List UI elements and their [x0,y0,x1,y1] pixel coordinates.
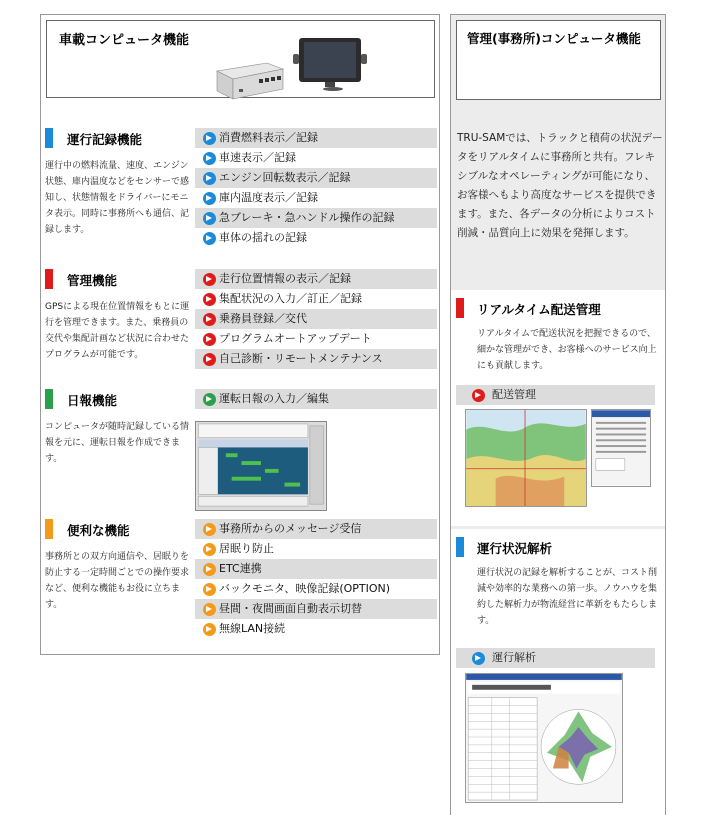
section-color-bar [456,298,464,318]
vehicle-computer-panel [40,14,440,655]
feature-item: 無線LAN接続 [195,619,437,639]
section-color-bar [45,128,53,148]
feature-list [195,519,437,639]
feature-item: 車体の揺れの記録 [195,228,437,248]
feature-item: 乗務員登録／交代 [195,309,437,329]
delivery-status-window [591,409,651,487]
section-title: 管理機能 [67,273,118,288]
feature-item: バックモニタ、映像記録(OPTION) [195,579,437,599]
arrow-circle-icon [203,563,216,576]
feature-item: エンジン回転数表示／記録 [195,168,437,188]
feature-item: 運転日報の入力／編集 [195,389,437,409]
feature-list [195,269,437,369]
section-title: 運行状況解析 [477,541,553,556]
arrow-circle-icon [203,523,216,536]
arrow-circle-icon [203,212,216,225]
feature-item: 自己診断・リモートメンテナンス [195,349,437,369]
feature-item: 事務所からのメッセージ受信 [195,519,437,539]
section-title: 便利な機能 [67,523,130,538]
consulting-sheet-screenshot [465,673,623,803]
arrow-circle-icon [203,393,216,406]
arrow-circle-icon [203,583,216,596]
feature-item: 走行位置情報の表示／記録 [195,269,437,289]
feature-item: 集配状況の入力／訂正／記録 [195,289,437,309]
feature-item: 消費燃料表示／記録 [195,128,437,148]
feature-item: 急ブレーキ・急ハンドル操作の記録 [195,208,437,228]
display-monitor-image [289,36,369,91]
section-description: GPSによる現在位置情報をもとに運行を管理できます。また、乗務員の交代や集配計画など状況に合わせたプログラムが可能です。 [45,302,190,360]
section-description: コンピュータが随時記録している情報を元に、運転日報を作成できます。 [45,422,190,464]
feature-item: 車速表示／記録 [195,148,437,168]
office-computer-panel [450,14,666,815]
office-intro-text: TRU-SAMでは、トラックと積荷の状況データをリアルタイムに事務所と共有。フレキシブルなオペレーティングが可能になり、お客様へもより高度なサービスを提供できます。また、各データの分析によりコスト削減・品質向上に効果を発揮します。 [457,132,663,239]
feature-list [195,128,437,248]
section-title: 運行記録機能 [67,132,143,147]
operation-analysis-section [451,529,665,815]
section-color-bar [45,389,53,409]
section-color-bar [45,519,53,539]
feature-item: ETC連携 [195,559,437,579]
feature-item: 昼間・夜間画面自動表示切替 [195,599,437,619]
vehicle-computer-title: 車載コンピュータ機能 [59,33,190,48]
section-color-bar [456,537,464,557]
arrow-circle-icon [203,273,216,286]
section-description: 運行状況の記録を解析することが、コスト削減や効率的な業務への第一歩。ノウハウを集約した解析力が物流経営に革新をもたらします。 [477,568,658,626]
arrow-circle-icon [203,623,216,636]
feature-item: プログラムオートアップデート [195,329,437,349]
feature-item: 居眠り防止 [195,539,437,559]
arrow-circle-icon [203,192,216,205]
arrow-circle-icon [203,293,216,306]
section-color-bar [45,269,53,289]
delivery-map-image [465,409,587,507]
arrow-circle-icon [203,543,216,556]
office-computer-header [456,20,661,100]
arrow-circle-icon [203,232,216,245]
onboard-unit-image [215,61,285,101]
feature-list [195,389,437,409]
arrow-circle-icon [203,333,216,346]
section-description: 運行中の燃料流量、速度、エンジン状態、庫内温度などをセンサーで感知し、状態情報をドライバーにモニタ表示。同時に事務所へも通信、記録します。 [45,161,190,235]
section-title: リアルタイム配送管理 [477,302,601,317]
arrow-circle-icon [203,353,216,366]
arrow-circle-icon [472,652,485,665]
realtime-delivery-section [451,290,665,526]
arrow-circle-icon [203,313,216,326]
section-description: リアルタイムで配送状況を把握できるので、細かな管理ができ、お客様へのサービス向上にも貢献します。 [477,329,657,371]
delivery-management-label: 配送管理 [456,385,655,405]
vehicle-computer-header [46,20,435,98]
daily-report-screenshot [195,421,327,511]
office-computer-title: 管理(事務所)コンピュータ機能 [467,31,641,46]
section-title: 日報機能 [67,393,118,408]
arrow-circle-icon [472,389,485,402]
operation-analysis-label: 運行解析 [456,648,655,668]
section-description: 事務所との双方向通信や、居眠りを防止する一定時間ごとでの操作要求など、便利な機能もお役に立ちます。 [45,552,190,610]
arrow-circle-icon [203,152,216,165]
feature-item: 庫内温度表示／記録 [195,188,437,208]
arrow-circle-icon [203,132,216,145]
arrow-circle-icon [203,172,216,185]
arrow-circle-icon [203,603,216,616]
